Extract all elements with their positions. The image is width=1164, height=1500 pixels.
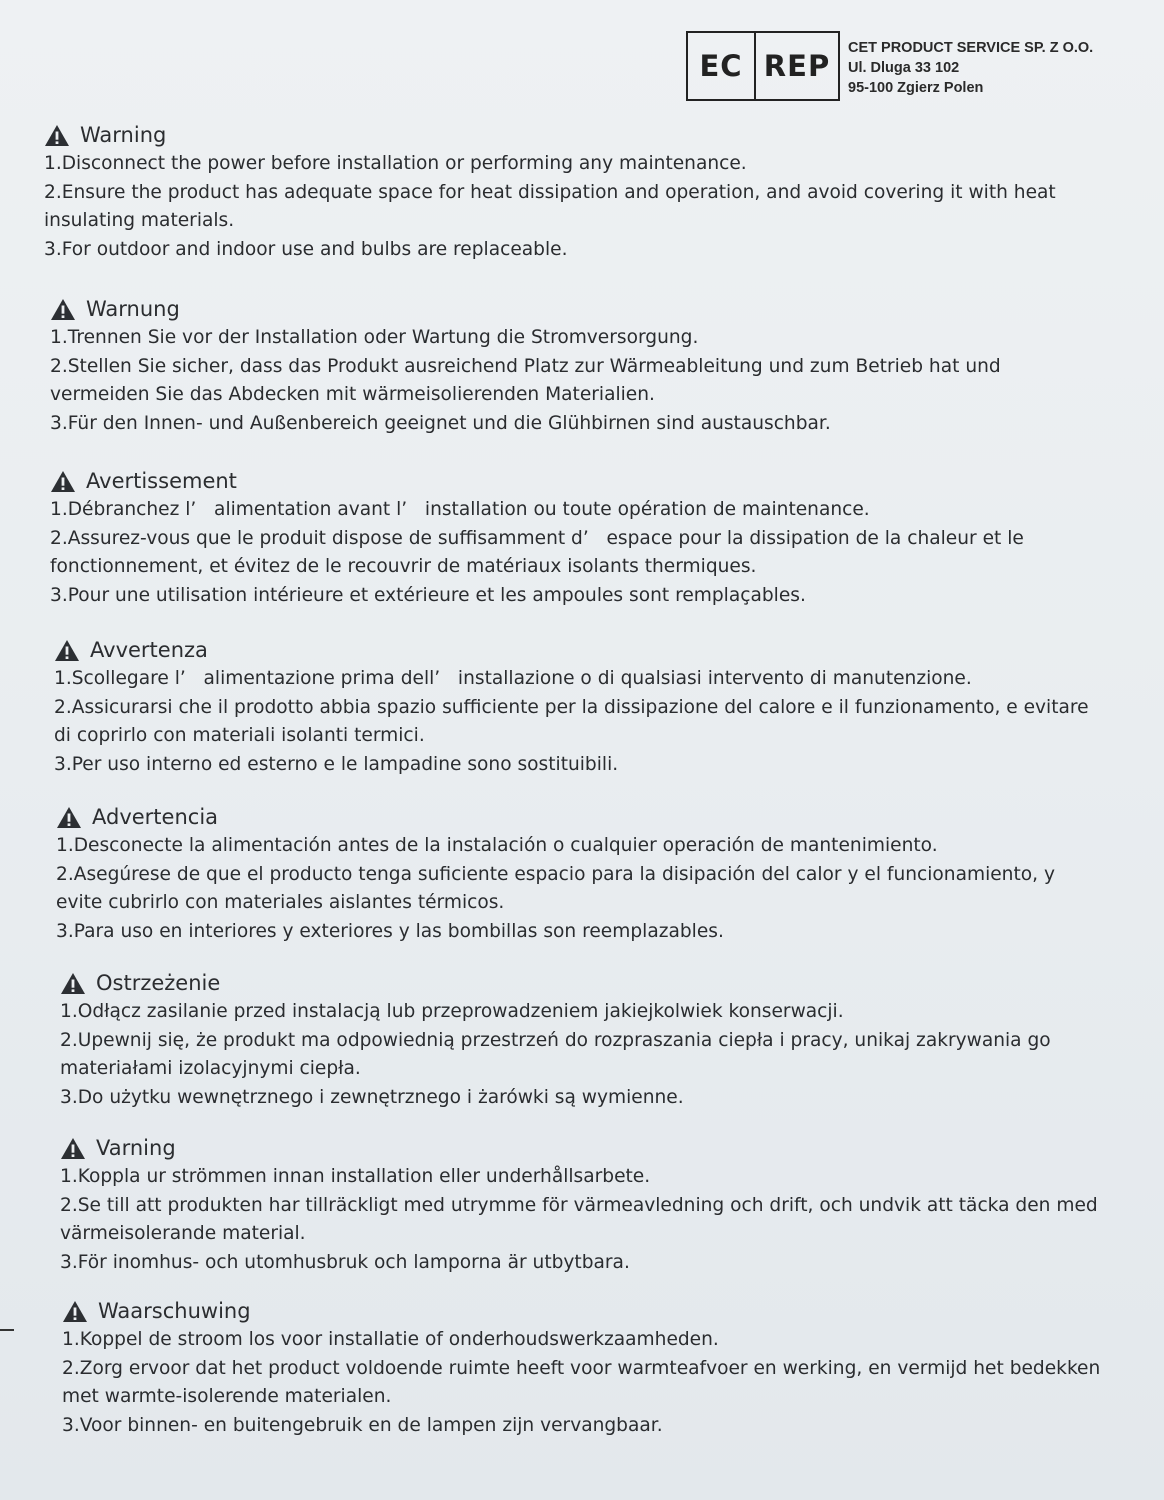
section-body [54, 665, 1089, 779]
section-title: Ostrzeżenie [96, 971, 221, 995]
warning-section [60, 1133, 1098, 1277]
section-body [50, 496, 1024, 610]
address-line: 95-100 Zgierz Polen [848, 80, 984, 96]
instruction-line: 2.Stellen Sie sicher, dass das Produkt ausreichend Platz zur Wärmeableitung und zum Betrieb hat und [50, 355, 1001, 377]
section-title: Avvertenza [90, 638, 208, 662]
instruction-line: materiałami izolacyjnymi ciepła. [60, 1058, 361, 1080]
section-body [50, 324, 1001, 438]
instruction-line: fonctionnement, et évitez de le recouvrir de matériaux isolants thermiques. [50, 556, 757, 578]
instruction-line: insulating materials. [44, 210, 235, 232]
section-title: Warnung [86, 297, 180, 321]
section-heading [60, 1133, 1098, 1163]
section-body [60, 998, 1051, 1112]
warning-triangle-icon [60, 1137, 86, 1160]
section-title: Waarschuwing [98, 1299, 251, 1323]
section-body [56, 832, 1055, 946]
section-body [62, 1326, 1100, 1440]
section-heading [50, 294, 1001, 324]
section-title: Warning [80, 123, 167, 147]
warning-triangle-icon [44, 124, 70, 147]
section-heading [50, 466, 1024, 496]
rep-label: REP [763, 49, 831, 83]
instruction-line: 3.Para uso en interiores y exteriores y las bombillas son reemplazables. [56, 920, 724, 942]
instruction-line: 3.For outdoor and indoor use and bulbs are replaceable. [44, 238, 568, 260]
address-line: Ul. Dluga 33 102 [848, 60, 960, 76]
section-heading [62, 1296, 1100, 1326]
instruction-line: di coprirlo con materiali isolanti termici. [54, 725, 425, 747]
ec-label: EC [688, 33, 756, 99]
instruction-line: 2.Se till att produkten har tillräckligt med utrymme för värmeavledning och drift, och undvik att täcka den med [60, 1194, 1098, 1216]
instruction-line: 3.För inomhus- och utomhusbruk och lamporna är utbytbara. [60, 1251, 630, 1273]
warning-section [44, 120, 1056, 264]
warning-section [62, 1296, 1100, 1440]
instruction-line: 1.Trennen Sie vor der Installation oder Wartung die Stromversorgung. [50, 327, 699, 348]
instruction-line: vermeiden Sie das Abdecken mit wärmeisolierenden Materialien. [50, 384, 655, 406]
instruction-line: 3.Per uso interno ed esterno e le lampadine sono sostituibili. [54, 753, 619, 775]
instruction-line: 3.Voor binnen- en buitengebruik en de lampen zijn vervangbaar. [62, 1414, 663, 1436]
section-body [44, 150, 1056, 264]
warning-triangle-icon [50, 298, 76, 321]
instruction-line: 3.Pour une utilisation intérieure et extérieure et les ampoules sont remplaçables. [50, 584, 806, 606]
warning-triangle-icon [54, 639, 80, 662]
warning-triangle-icon [60, 972, 86, 995]
warning-triangle-icon [62, 1300, 88, 1323]
warning-section [60, 968, 1051, 1112]
section-heading [60, 968, 1051, 998]
instruction-line: 1.Koppla ur strömmen innan installation eller underhållsarbete. [60, 1166, 651, 1187]
warning-triangle-icon [56, 806, 82, 829]
instruction-line: 3.Für den Innen- und Außenbereich geeignet und die Glühbirnen sind austauschbar. [50, 412, 831, 434]
section-heading [54, 635, 1089, 665]
instruction-line: 1.Odłącz zasilanie przed instalacją lub przeprowadzeniem jakiejkolwiek konserwacji. [60, 1001, 844, 1022]
warning-triangle-icon [50, 470, 76, 493]
instruction-line: 1.Scollegare l’ alimentazione prima dell’ installazione o di qualsiasi intervento di manutenzione. [54, 668, 972, 689]
instruction-line: met warmte-isolerende materialen. [62, 1386, 392, 1408]
instruction-line: evite cubrirlo con materiales aislantes térmicos. [56, 892, 505, 914]
section-title: Advertencia [92, 805, 219, 829]
instruction-line: 1.Disconnect the power before installation or performing any maintenance. [44, 153, 747, 174]
address-line: CET PRODUCT SERVICE SP. Z O.O. [848, 40, 1094, 56]
warning-section [56, 802, 1055, 946]
warning-section [50, 466, 1024, 610]
instruction-line: 3.Do użytku wewnętrznego i zewnętrznego i żarówki są wymienne. [60, 1086, 684, 1108]
section-body [60, 1163, 1098, 1277]
ec-rep-box [686, 31, 840, 101]
instruction-line: 2.Assicurarsi che il prodotto abbia spazio sufficiente per la dissipazione del calore e il funzionamento, e evitare [54, 696, 1089, 718]
section-title: Avertissement [86, 469, 237, 493]
instruction-line: 2.Asegúrese de que el producto tenga suficiente espacio para la disipación del calor y el funcionamiento, y [56, 863, 1055, 885]
section-heading [44, 120, 1056, 150]
instruction-line: 2.Upewnij się, że produkt ma odpowiednią przestrzeń do rozpraszania ciepła i pracy, unikaj zakrywania go [60, 1029, 1051, 1051]
section-title: Varning [96, 1136, 176, 1160]
instruction-line: 2.Assurez-vous que le produit dispose de suffisamment d’ espace pour la dissipation de la chaleur et le [50, 527, 1024, 549]
instruction-line: värmeisolerande material. [60, 1223, 306, 1245]
instruction-line: 1.Koppel de stroom los voor installatie of onderhoudswerkzaamheden. [62, 1329, 719, 1350]
section-heading [56, 802, 1055, 832]
warning-section [50, 294, 1001, 438]
instruction-line: 2.Zorg ervoor dat het product voldoende ruimte heeft voor warmteafvoer en werking, en vermijd het bedekken [62, 1357, 1101, 1379]
instruction-line: 1.Desconecte la alimentación antes de la instalación o cualquier operación de mantenimiento. [56, 835, 938, 856]
instruction-line: 2.Ensure the product has adequate space for heat dissipation and operation, and avoid covering it with heat [44, 181, 1056, 203]
edge-mark [0, 1329, 14, 1331]
ec-rep-address [848, 38, 1093, 98]
instruction-line: 1.Débranchez l’ alimentation avant l’ installation ou toute opération de maintenance. [50, 499, 870, 520]
warning-section [54, 635, 1089, 779]
